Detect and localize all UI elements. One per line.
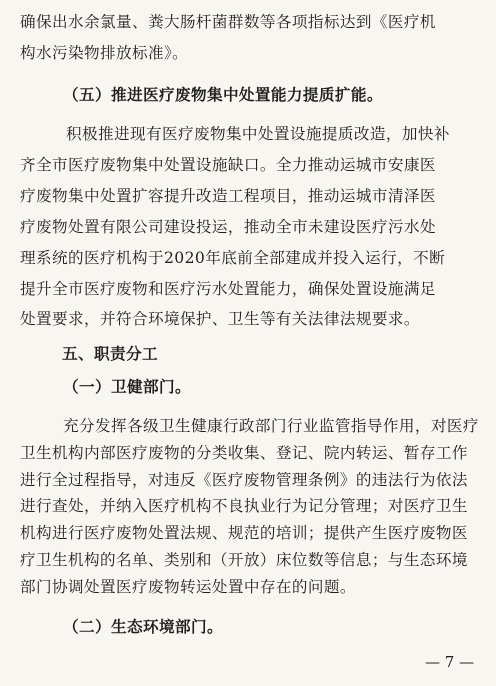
body-line: 疗卫生机构的名单、类别和（开放）床位数等信息；与生态环境	[20, 551, 468, 569]
body-line: 齐全市医疗废物集中处置设施缺口。全力推动运城市安康医	[20, 156, 436, 174]
body-line: 卫生机构内部医疗废物的分类收集、登记、院内转运、暂存工作	[20, 444, 468, 462]
body-line: 提升全市医疗废物和医疗污水处置能力，确保处置设施满足	[20, 280, 436, 298]
body-line: 理系统的医疗机构于2020年底前全部建成并投入运行，不断	[20, 249, 446, 267]
section-heading: 五、职责分工	[62, 344, 158, 363]
body-line: 疗废物处置有限公司建设投运，推动全市未建设医疗污水处	[20, 218, 436, 236]
body-line: 积极推进现有医疗废物集中处置设施提质改造，加快补	[66, 125, 450, 143]
body-line: 疗废物集中处置扩容提升改造工程项目，推动运城市清泽医	[20, 187, 436, 205]
section-heading: （五）推进医疗废物集中处置能力提质扩能。	[63, 85, 383, 104]
body-line: 构水污染物排放标准》。	[20, 44, 189, 62]
body-line: 确保出水余氯量、粪大肠杆菌群数等各项指标达到《医疗机	[20, 13, 436, 31]
body-line: 机构进行医疗废物处置法规、规范的培训；提供产生医疗废物医	[20, 524, 468, 542]
subsection-heading: （一）卫健部门。	[63, 377, 191, 396]
page-number: — 7 —	[425, 653, 475, 671]
body-line: 充分发挥各级卫生健康行政部门行业监管指导作用，对医疗	[63, 417, 479, 435]
body-line: 部门协调处置医疗废物转运处置中存在的问题。	[20, 578, 356, 596]
body-line: 进行全过程指导，对违反《医疗废物管理条例》的违法行为依法	[20, 471, 468, 489]
body-line: 处置要求，并符合环境保护、卫生等有关法律法规要求。	[20, 310, 420, 328]
body-line: 进行查处，并纳入医疗机构不良执业行为记分管理；对医疗卫生	[20, 497, 468, 515]
subsection-heading: （二）生态环境部门。	[63, 617, 223, 636]
